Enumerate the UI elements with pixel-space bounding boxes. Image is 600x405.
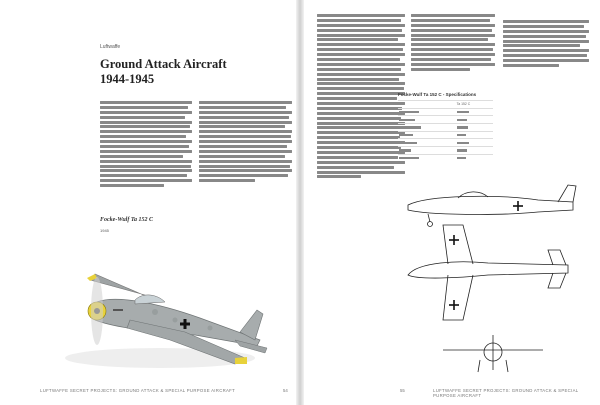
spec-row [398, 124, 493, 132]
body-column-right-1 [317, 14, 405, 184]
spec-row [398, 131, 493, 139]
title-line-1: Ground Attack Aircraft [100, 57, 227, 71]
plane-canopy [135, 295, 165, 304]
body-column-right-3 [503, 20, 589, 75]
plane-near-wingtip [235, 357, 247, 364]
left-page [0, 0, 297, 405]
spec-table-title: Focke-Wulf Ta 152 C - Specifications [398, 92, 477, 97]
spec-row [398, 139, 493, 147]
spec-table-header [398, 101, 493, 109]
top-view-drawing [408, 225, 568, 320]
footer-text-left: LUFTWAFFE SECRET PROJECTS: GROUND ATTACK & SPECIAL PURPOSE AIRCRAFT [40, 388, 236, 393]
spec-table [398, 100, 493, 162]
page-number-right: 55 [400, 388, 405, 393]
footer-text-right: LUFTWAFFE SECRET PROJECTS: GROUND ATTACK & SPECIAL PURPOSE AIRCRAFT [433, 388, 579, 398]
section-label: Luftwaffe [100, 44, 121, 50]
aircraft-illustration [35, 240, 275, 380]
caption-title: Focke-Wulf Ta 152 C [100, 217, 153, 223]
spec-row [398, 147, 493, 155]
caption-subtitle: 1945 [100, 228, 109, 233]
right-page [303, 0, 600, 405]
plane-propeller [91, 277, 103, 345]
body-column-left-1 [100, 101, 192, 196]
top-view-cross [449, 235, 459, 310]
spec-table-header-cell: Ta 152 C [456, 101, 493, 109]
three-view-drawings [388, 180, 593, 380]
spec-row [398, 108, 493, 116]
body-column-right-2 [411, 14, 495, 84]
body-column-left-2 [199, 101, 292, 196]
spec-row [398, 154, 493, 161]
side-view-cross [513, 201, 523, 211]
page-number-left: 54 [283, 388, 288, 393]
title-line-2: 1944-1945 [100, 72, 155, 86]
page-title [100, 57, 280, 87]
spec-row [398, 116, 493, 124]
side-view-drawing [408, 185, 576, 227]
front-view-drawing [443, 335, 543, 372]
